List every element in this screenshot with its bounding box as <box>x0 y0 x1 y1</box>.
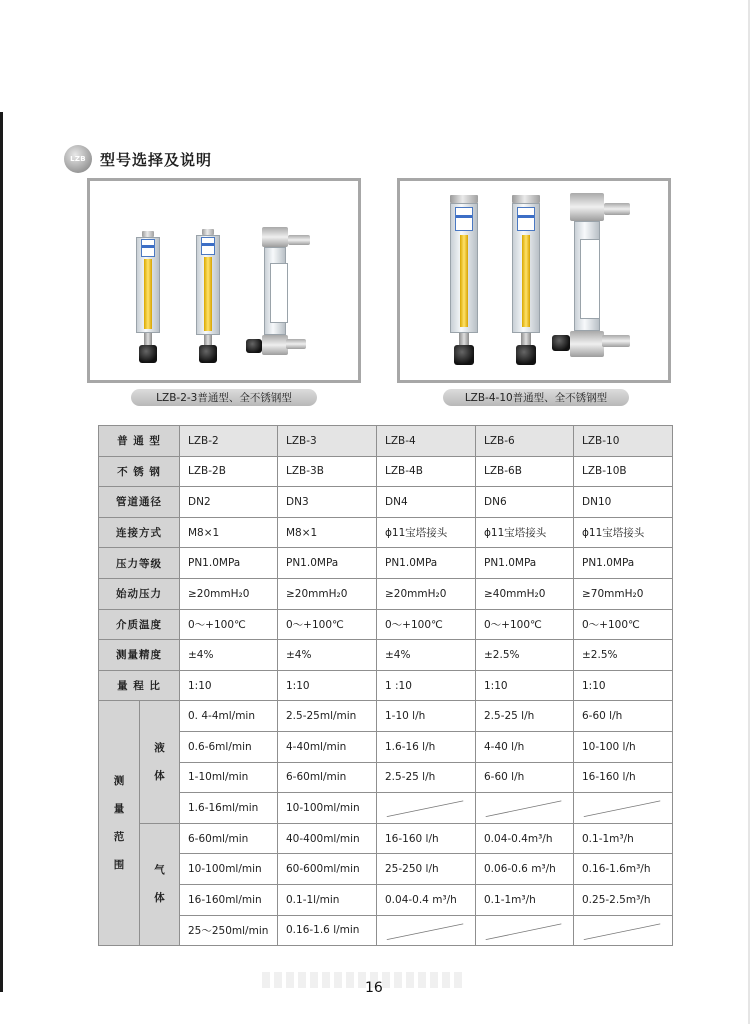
table-row <box>99 701 673 732</box>
table-row <box>99 609 673 640</box>
table-cell: DN3 <box>278 487 377 518</box>
table-cell: ≥70mmH₂0 <box>574 578 673 609</box>
slash-line <box>584 923 660 939</box>
page-number: 16 <box>365 980 383 996</box>
table-cell: 2.5-25 l/h <box>377 762 476 793</box>
table-cell: 10-100 l/h <box>574 731 673 762</box>
table-cell: 0.25-2.5m³/h <box>574 884 673 915</box>
liquid-label <box>140 701 180 823</box>
empty-cell-slash <box>476 793 574 824</box>
table-cell: ≥20mmH₂0 <box>278 578 377 609</box>
table-cell: DN2 <box>180 487 278 518</box>
table-row <box>99 487 673 518</box>
table-cell: 25～250ml/min <box>180 915 278 946</box>
table-cell: 10-100ml/min <box>180 854 278 885</box>
table-cell: 1.6-16 l/h <box>377 731 476 762</box>
table-row <box>99 793 673 824</box>
empty-cell-slash <box>377 793 476 824</box>
slash-line <box>387 923 463 939</box>
table-cell: PN1.0MPa <box>278 548 377 579</box>
product-photo-lzb-4-10 <box>397 178 671 383</box>
medium-label-char: 气 <box>154 864 165 877</box>
lzb-badge-icon: LZB <box>64 145 92 173</box>
table-cell: LZB-10 <box>574 426 673 457</box>
table-cell: LZB-2B <box>180 456 278 487</box>
table-cell: 0.04-0.4m³/h <box>476 823 574 854</box>
table-cell: LZB-10B <box>574 456 673 487</box>
row-label: 介质温度 <box>99 609 180 640</box>
flowmeter-illustration <box>194 229 224 369</box>
table-cell: PN1.0MPa <box>180 548 278 579</box>
range-label-char: 围 <box>113 859 125 872</box>
slash-line <box>486 801 562 817</box>
table-cell: 0. 4-4ml/min <box>180 701 278 732</box>
table-cell: 16-160 l/h <box>574 762 673 793</box>
table-cell: 1:10 <box>574 670 673 701</box>
medium-label-char: 液 <box>154 742 165 755</box>
table-cell: DN4 <box>377 487 476 518</box>
section-title: 型号选择及说明 <box>100 150 213 169</box>
table-cell: 0.16-1.6m³/h <box>574 854 673 885</box>
table-cell: 2.5-25 l/h <box>476 701 574 732</box>
table-cell: LZB-4 <box>377 426 476 457</box>
table-cell: 0.6-6ml/min <box>180 731 278 762</box>
table-cell: ≥20mmH₂0 <box>377 578 476 609</box>
table-row <box>99 762 673 793</box>
empty-cell-slash <box>574 793 673 824</box>
table-cell: 1:10 <box>278 670 377 701</box>
table-cell: 25-250 l/h <box>377 854 476 885</box>
faint-watermark <box>262 972 462 988</box>
table-cell: 16-160ml/min <box>180 884 278 915</box>
row-label: 普 通 型 <box>99 426 180 457</box>
table-cell: PN1.0MPa <box>574 548 673 579</box>
table-cell: ϕ11宝塔接头 <box>476 517 574 548</box>
table-cell: 6-60ml/min <box>180 823 278 854</box>
table-row <box>99 517 673 548</box>
flowmeter-illustration <box>508 195 544 371</box>
row-label: 压力等级 <box>99 548 180 579</box>
product-photo-lzb-2-3 <box>87 178 361 383</box>
table-cell: 0～+100℃ <box>180 609 278 640</box>
range-label-char: 范 <box>113 831 125 844</box>
table-cell: 1-10ml/min <box>180 762 278 793</box>
slash-line <box>486 923 562 939</box>
table-row <box>99 548 673 579</box>
table-row <box>99 915 673 946</box>
table-cell: 6-60 l/h <box>476 762 574 793</box>
table-cell: ϕ11宝塔接头 <box>574 517 673 548</box>
flowmeter-illustration <box>446 195 482 371</box>
table-cell: LZB-3B <box>278 456 377 487</box>
row-label: 不 锈 钢 <box>99 456 180 487</box>
table-row <box>99 456 673 487</box>
table-row <box>99 854 673 885</box>
table-cell: 0.1-1m³/h <box>476 884 574 915</box>
page-edge <box>0 112 3 992</box>
table-cell: M8×1 <box>278 517 377 548</box>
table-row <box>99 884 673 915</box>
table-row <box>99 670 673 701</box>
table-cell: 4-40ml/min <box>278 731 377 762</box>
table-row <box>99 578 673 609</box>
table-cell: 10-100ml/min <box>278 793 377 824</box>
empty-cell-slash <box>377 915 476 946</box>
empty-cell-slash <box>476 915 574 946</box>
table-cell: 0～+100℃ <box>278 609 377 640</box>
flowmeter-illustration <box>550 193 650 373</box>
row-label: 测量精度 <box>99 640 180 671</box>
table-cell: ±4% <box>377 640 476 671</box>
table-cell: LZB-3 <box>278 426 377 457</box>
row-label: 连接方式 <box>99 517 180 548</box>
slash-line <box>387 801 463 817</box>
row-label: 量 程 比 <box>99 670 180 701</box>
slash-line <box>584 801 660 817</box>
table-cell: 1 :10 <box>377 670 476 701</box>
table-cell: DN10 <box>574 487 673 518</box>
table-cell: ϕ11宝塔接头 <box>377 517 476 548</box>
table-cell: ±4% <box>278 640 377 671</box>
table-cell: 60-600ml/min <box>278 854 377 885</box>
table-cell: 6-60 l/h <box>574 701 673 732</box>
table-cell: 1:10 <box>180 670 278 701</box>
table-cell: ±4% <box>180 640 278 671</box>
table-row <box>99 426 673 457</box>
table-cell: 0.1-1m³/h <box>574 823 673 854</box>
medium-label-char: 体 <box>154 770 165 783</box>
table-cell: PN1.0MPa <box>476 548 574 579</box>
table-row <box>99 731 673 762</box>
table-cell: ±2.5% <box>476 640 574 671</box>
table-cell: 1-10 l/h <box>377 701 476 732</box>
table-cell: ±2.5% <box>574 640 673 671</box>
table-row <box>99 640 673 671</box>
flowmeter-illustration <box>134 231 164 371</box>
table-cell: 1:10 <box>476 670 574 701</box>
table-cell: 0～+100℃ <box>377 609 476 640</box>
row-label: 始动压力 <box>99 578 180 609</box>
row-label: 管道通径 <box>99 487 180 518</box>
range-label <box>99 701 140 946</box>
table-cell: M8×1 <box>180 517 278 548</box>
medium-label-char: 体 <box>154 892 165 905</box>
table-cell: LZB-4B <box>377 456 476 487</box>
table-cell: DN6 <box>476 487 574 518</box>
table-cell: 6-60ml/min <box>278 762 377 793</box>
table-cell: 0.06-0.6 m³/h <box>476 854 574 885</box>
table-cell: 2.5-25ml/min <box>278 701 377 732</box>
flowmeter-illustration <box>240 227 320 367</box>
table-cell: PN1.0MPa <box>377 548 476 579</box>
table-cell: 4-40 l/h <box>476 731 574 762</box>
spec-table <box>98 425 673 946</box>
gas-label <box>140 823 180 945</box>
table-cell: LZB-2 <box>180 426 278 457</box>
caption-lzb-4-10: LZB-4-10普通型、全不锈钢型 <box>443 389 629 406</box>
empty-cell-slash <box>574 915 673 946</box>
table-cell: 0.04-0.4 m³/h <box>377 884 476 915</box>
table-row <box>99 823 673 854</box>
table-cell: ≥40mmH₂0 <box>476 578 574 609</box>
table-cell: 40-400ml/min <box>278 823 377 854</box>
table-cell: 0.1-1l/min <box>278 884 377 915</box>
table-cell: 1.6-16ml/min <box>180 793 278 824</box>
table-cell: 0.16-1.6 l/min <box>278 915 377 946</box>
table-cell: LZB-6B <box>476 456 574 487</box>
table-cell: LZB-6 <box>476 426 574 457</box>
table-cell: 0～+100℃ <box>574 609 673 640</box>
section-header <box>64 146 212 172</box>
caption-lzb-2-3: LZB-2-3普通型、全不锈钢型 <box>131 389 317 406</box>
range-label-char: 量 <box>113 803 125 816</box>
table-cell: ≥20mmH₂0 <box>180 578 278 609</box>
table-cell: 0～+100℃ <box>476 609 574 640</box>
range-label-char: 测 <box>113 775 125 788</box>
table-cell: 16-160 l/h <box>377 823 476 854</box>
